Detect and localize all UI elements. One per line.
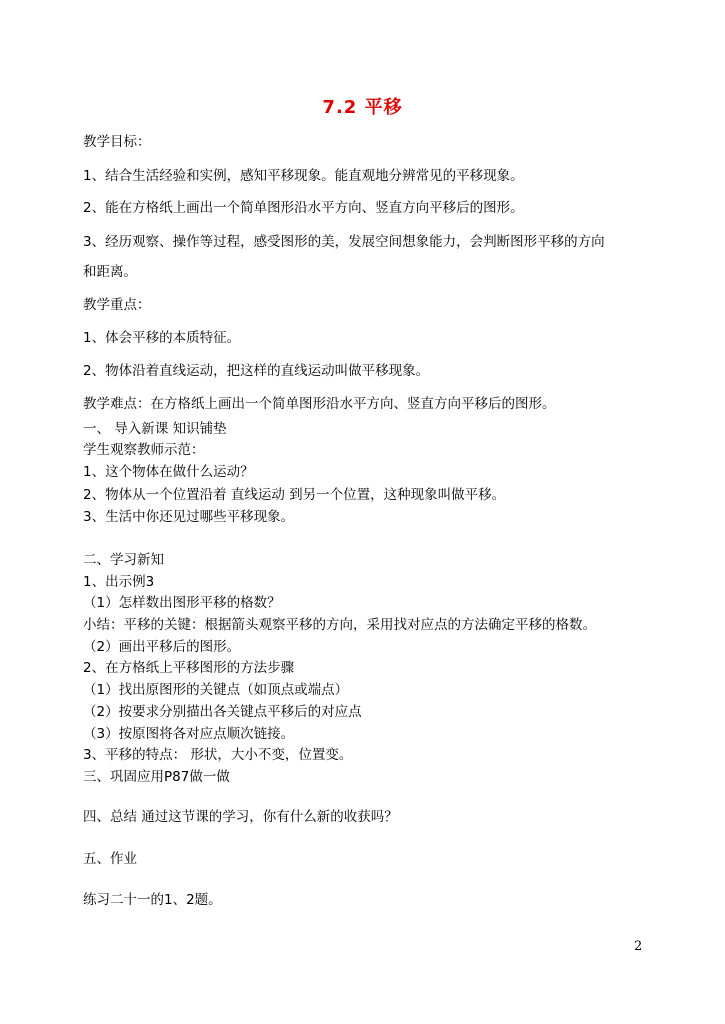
page-number: 2 [634, 939, 643, 954]
text-line: 小结：平移的关键：根据箭头观察平移的方向，采用找对应点的方法确定平移的格数。 [83, 617, 596, 633]
document-title: 7.2 平移 [322, 97, 403, 118]
text-line: 2、能在方格纸上画出一个简单图形沿水平方向、竖直方向平移后的图形。 [83, 200, 524, 216]
text-line: （2）按要求分别描出各关键点平移后的对应点 [83, 704, 362, 720]
text-line: 三、巩固应用P87做一做 [83, 769, 230, 785]
text-line: （3）按原图将各对应点顺次链接。 [83, 726, 295, 742]
text-line: 一、 导入新课 知识铺垫 [83, 421, 227, 437]
text-line: 1、体会平移的本质特征。 [83, 330, 241, 346]
text-line: 1、这个物体在做什么运动？ [83, 464, 254, 480]
text-line: 二、学习新知 [83, 552, 164, 568]
text-line: 1、结合生活经验和实例，感知平移现象。能直观地分辨常见的平移现象。 [83, 168, 524, 184]
text-line: （1）找出原图形的关键点（如顶点或端点） [83, 682, 349, 698]
text-line: 2、物体从一个位置沿着 直线运动 到另一个位置，这种现象叫做平移。 [83, 487, 506, 503]
text-line: （2）画出平移后的图形。 [83, 639, 241, 655]
text-line: 1、出示例3 [83, 574, 155, 590]
text-line: 2、物体沿着直线运动，把这样的直线运动叫做平移现象。 [83, 363, 430, 379]
text-line: 2、在方格纸上平移图形的方法步骤 [83, 660, 295, 676]
text-line: 教学目标： [83, 134, 151, 150]
text-line: 学生观察教师示范： [83, 442, 205, 458]
text-line: 五、作业 [83, 851, 137, 867]
text-line: 四、总结 通过这节课的学习，你有什么新的收获吗？ [83, 809, 398, 825]
text-line: 3、平移的特点： 形状，大小不变，位置变。 [83, 747, 353, 763]
text-line: 教学重点： [83, 297, 151, 313]
text-line: 教学难点：在方格纸上画出一个简单图形沿水平方向、竖直方向平移后的图形。 [83, 396, 556, 412]
text-line: （1）怎样数出图形平移的格数？ [83, 595, 281, 611]
text-line: 练习二十一的1、2题。 [83, 892, 222, 908]
text-line: 和距离。 [83, 264, 137, 280]
text-line: 3、生活中你还见过哪些平移现象。 [83, 509, 295, 525]
text-line: 3、经历观察、操作等过程，感受图形的美，发展空间想象能力，会判断图形平移的方向 [83, 234, 605, 250]
